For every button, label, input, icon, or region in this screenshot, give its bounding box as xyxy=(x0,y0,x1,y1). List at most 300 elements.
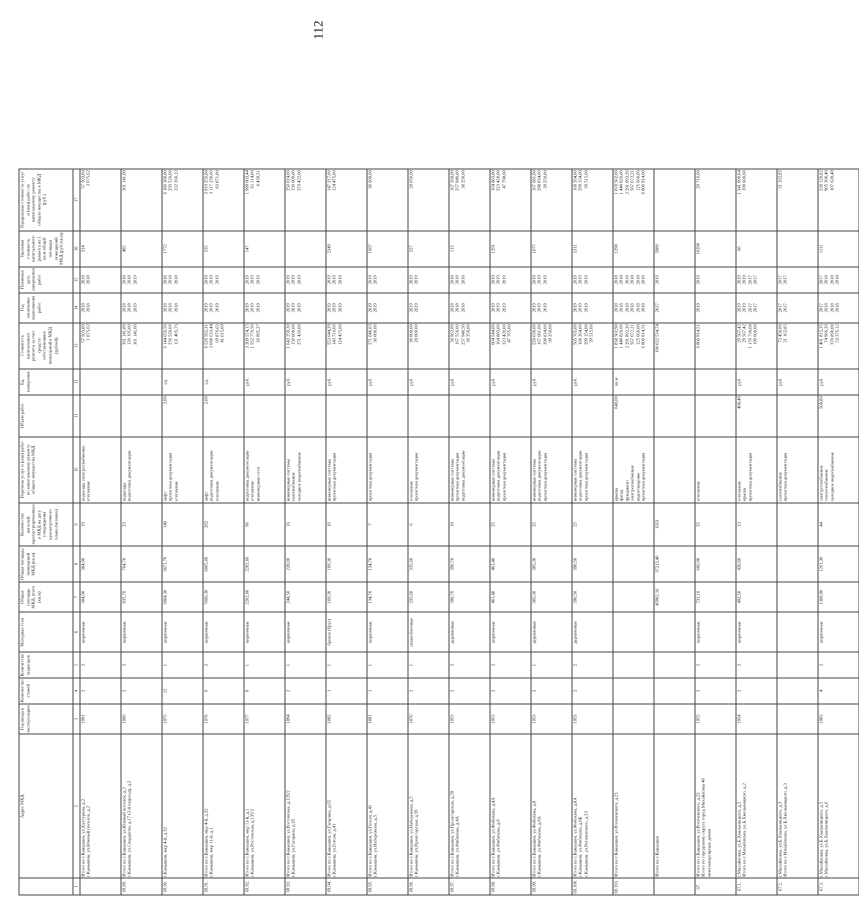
table-cell-w xyxy=(777,436,818,502)
table-cell-y: 1978 xyxy=(203,703,244,733)
table-cell-ud: 1772 xyxy=(162,230,203,266)
cell-line: Итого по г.Камышин, мкр 4-й, д.32 xyxy=(203,807,208,877)
cell-line: 2019 xyxy=(695,274,700,284)
cell-line: 2019 xyxy=(582,274,588,284)
table-cell-m: кирпичные xyxy=(80,612,121,652)
table-cell-u: руб. xyxy=(326,368,367,394)
table-cell-n: 69.100. xyxy=(572,878,613,895)
table-cell-j: 25 xyxy=(531,502,572,545)
cell-line: г.Камышин, ул.Фибихова, д.8 xyxy=(495,818,501,877)
table-cell-j: 25 xyxy=(695,502,736,545)
cell-line: 2019 xyxy=(331,302,337,312)
table-cell-p: 1 xyxy=(285,652,326,678)
table-cell-n: 69.93. xyxy=(285,878,326,895)
table-cell-v xyxy=(285,394,326,436)
cell-line: инженерные системы xyxy=(326,458,331,501)
table-cell-pl xyxy=(162,266,203,292)
cell-line: подготовка документации xyxy=(126,450,132,501)
cell-line: 2019 xyxy=(577,274,583,284)
table-cell-f: 12 xyxy=(162,677,203,703)
table-row xyxy=(121,168,162,894)
table-cell-f xyxy=(654,677,695,703)
table-cell-m: кирпичные xyxy=(818,612,859,652)
table-cell-j: 23 xyxy=(121,502,162,545)
table-cell-yr xyxy=(613,292,654,322)
table-cell-ud: 1111 xyxy=(818,230,859,266)
cell-line: 2019 xyxy=(131,302,137,312)
cell-line: 29 567,42 xyxy=(741,323,747,343)
table-cell-pl xyxy=(777,266,818,292)
cell-line: 2019 xyxy=(213,302,219,312)
cell-line: 2018 xyxy=(823,302,829,312)
table-row xyxy=(80,168,121,894)
table-cell-n: 67.1. xyxy=(736,878,777,895)
table-cell-w xyxy=(695,436,736,502)
cell-line: 905 300,40 xyxy=(823,169,829,191)
table-cell-w xyxy=(408,436,449,502)
cell-line: 250 520,00 xyxy=(167,169,173,191)
cell-line: 2019 xyxy=(500,274,506,284)
cell-line: 29 716,00 xyxy=(695,169,700,189)
table-cell-y: 1953 xyxy=(449,703,490,733)
cell-line: 30 600,00 xyxy=(367,169,372,189)
cell-line: 2019 xyxy=(336,302,342,312)
cell-line: 2018 xyxy=(80,302,85,312)
cell-line: проектная документация xyxy=(331,452,337,501)
table-cell-addr xyxy=(449,734,490,878)
cell-line: холодное водоснабжение xyxy=(295,451,301,501)
table-cell-ud: 1667 xyxy=(367,230,408,266)
table-cell-j xyxy=(613,502,654,545)
table-cell-v xyxy=(408,394,449,436)
table-cell-f: 2 xyxy=(695,677,736,703)
cell-line: 2017 xyxy=(777,302,782,312)
table-cell-m: кирпичные xyxy=(490,612,531,652)
col-header: Перечень услуг и (или) работ по капитальному ремонту общего имущества МКД xyxy=(19,436,73,502)
table-cell-sb: 764,70 xyxy=(121,546,162,582)
cell-line: 28 000,00 xyxy=(413,323,419,343)
cell-line: 150 000,00 xyxy=(290,169,296,191)
table-cell-ud: 68 xyxy=(736,230,777,266)
table-cell-sb: 169,30 xyxy=(326,546,367,582)
table-cell-yr xyxy=(572,292,613,322)
table-cell-cost xyxy=(408,322,449,368)
table-cell-pr xyxy=(695,168,736,230)
table-row xyxy=(326,168,367,894)
cell-line: 2018 xyxy=(121,274,126,284)
table-cell-n: 69.95. xyxy=(367,878,408,895)
col-header: Плановая дата завершения работ xyxy=(19,266,73,292)
cell-line: 2019 xyxy=(541,274,547,284)
cell-line: 257 940,50 xyxy=(459,323,465,345)
col-header: Количество жителей, зарегистрированных в МКД на дату утверждения краткосрочного плана (человек) xyxy=(19,502,73,545)
cell-line: 2017 xyxy=(777,274,782,284)
cell-line: 2018 xyxy=(834,302,840,312)
table-cell-cost xyxy=(326,322,367,368)
table-cell-m: кирпичные xyxy=(162,612,203,652)
table-cell-n: 69.92. xyxy=(244,878,285,895)
cell-line: 505 765,00 xyxy=(572,323,577,345)
table-cell-pr xyxy=(244,168,285,230)
table-cell-pr xyxy=(490,168,531,230)
cell-line: Итого по г.Камышин, ул.Фибихова, д.8А xyxy=(572,796,577,877)
cell-line: 2019 xyxy=(408,302,413,312)
table-cell-y: 1892 xyxy=(326,703,367,733)
cell-line: 2018 xyxy=(454,274,460,284)
cell-line: 6 526 582,31 xyxy=(203,323,208,348)
table-cell-pr xyxy=(80,168,121,230)
cell-line: 120 195,00 xyxy=(126,323,132,345)
cell-line: Итого по г.Камышин, ул.Набережная, д.5 xyxy=(408,795,413,877)
cell-line: 2019 xyxy=(654,274,659,284)
table-cell-j: 140 xyxy=(162,502,203,545)
cell-line: г.Камышин, ул.Гагарина, д.65 xyxy=(290,818,296,877)
cell-line: 6 144 656,56 xyxy=(162,323,167,348)
cell-line: 2019 xyxy=(736,274,741,284)
cell-line: 2017 xyxy=(818,302,823,312)
table-cell-v: 640,00 xyxy=(613,394,654,436)
table-cell-yr xyxy=(244,292,285,322)
cell-line: Итого по г.Камышин, ул.Пролетарская, д.59 xyxy=(449,790,454,877)
table-cell-y: 1953 xyxy=(531,703,572,733)
cell-line: 2018 xyxy=(449,274,454,284)
cell-line: 2019 xyxy=(495,274,501,284)
table-cell-f: 2 xyxy=(736,677,777,703)
col-header: Адрес МКД xyxy=(19,734,73,878)
table-cell-sb: 228,00 xyxy=(285,546,326,582)
cell-line: 20 895,27 xyxy=(254,323,260,343)
cell-line: 2019 xyxy=(741,302,747,312)
cell-line: 361 141,00 xyxy=(131,323,137,345)
table-row xyxy=(203,168,244,894)
table-cell-pl xyxy=(367,266,408,292)
cell-line: 2019 xyxy=(572,302,577,312)
cell-line: 168 264,00 xyxy=(572,169,577,191)
cell-line: 257 940,00 xyxy=(454,169,460,191)
cell-line: проектная документация xyxy=(367,452,372,501)
table-cell-y xyxy=(777,703,818,733)
table-cell-n: 67.3. xyxy=(818,878,859,895)
table-cell-p: 2 xyxy=(449,652,490,678)
cell-line: 2018 xyxy=(623,302,629,312)
table-cell-w xyxy=(490,436,531,502)
cell-line: 2019 xyxy=(372,302,378,312)
cell-line: 167 556,00 xyxy=(454,323,460,345)
column-number-row: 1 2 3 4 5 6 7 8 9 10 11 12 13 14 15 16 17 xyxy=(73,168,80,894)
table-cell-w xyxy=(449,436,490,502)
cell-line: г.Камышин, ул.Рогачевского, д.23 xyxy=(582,810,588,877)
table-cell-pl xyxy=(449,266,490,292)
table-cell-v xyxy=(80,394,121,436)
cell-line: проектная документация xyxy=(782,452,788,501)
table-cell-sb: 134,70 xyxy=(367,546,408,582)
cell-line: 299 154,00 xyxy=(577,169,583,191)
col-header: Общая площадь МКД, всего (кв.м) xyxy=(19,582,73,612)
cell-line: 2019 xyxy=(413,302,419,312)
table-cell-y: 1894 xyxy=(285,703,326,733)
table-cell-yr xyxy=(654,292,695,322)
cell-line: 168 264,00 xyxy=(577,323,583,345)
col-header: Количество подъездов xyxy=(19,652,73,678)
table-cell-cost xyxy=(203,322,244,368)
cell-line: крыша xyxy=(741,487,747,501)
cell-line: 2019 xyxy=(413,274,419,284)
cell-line: Итого по г.Камышин, мкр 11-й, д.1 xyxy=(244,808,249,877)
table-cell-v: 2,00 xyxy=(203,394,244,436)
cell-line: 2019 xyxy=(249,302,255,312)
cell-line: подготовка документации xyxy=(244,450,249,501)
table-cell-v: 488,40 xyxy=(736,394,777,436)
cell-line: 2019 xyxy=(213,274,219,284)
table-cell-ud: 2349 xyxy=(326,230,367,266)
cell-line: 2019 xyxy=(741,274,747,284)
table-cell-addr xyxy=(162,734,203,878)
cell-line: 2019 xyxy=(326,302,331,312)
cell-line: 2018 xyxy=(172,274,178,284)
cell-line: 2018 xyxy=(640,274,646,284)
cell-line: проектная документация xyxy=(541,452,547,501)
table-cell-ud: 1311 xyxy=(572,230,613,266)
table-cell-n: 69.101. xyxy=(613,878,654,895)
cell-line: 298 834,00 xyxy=(536,169,542,191)
table-cell-addr xyxy=(326,734,367,878)
cell-line: 361 141,00 xyxy=(121,323,126,345)
table-cell-pl xyxy=(695,266,736,292)
table-cell-sa: 1308,90 xyxy=(818,582,859,612)
cell-line: Итого по г.Камышин, ул.Рогачевского, д.23 xyxy=(695,791,700,877)
table-cell-m: кирпичные xyxy=(244,612,285,652)
table-cell-w xyxy=(326,436,367,502)
cell-line: 2018 xyxy=(634,274,640,284)
table-cell-pl xyxy=(121,266,162,292)
table-cell-sa: 390,70 xyxy=(449,582,490,612)
table-cell-v xyxy=(777,394,818,436)
table-cell-y: 1960 xyxy=(121,703,162,733)
table-cell-sb: 390,70 xyxy=(449,546,490,582)
table-cell-f: 9 xyxy=(244,677,285,703)
cell-line: г.Камышин, ул.Фибихова, д.8Б xyxy=(577,816,583,877)
cell-line: 2019 xyxy=(490,274,495,284)
table-cell-n: 69.96. xyxy=(408,878,449,895)
cell-line: 2019 xyxy=(254,302,260,312)
table-row xyxy=(695,168,736,894)
cell-line: 2019 xyxy=(208,302,214,312)
table-cell-j: 1563 xyxy=(654,502,695,545)
table-cell-y: 1977 xyxy=(244,703,285,733)
table-cell-p: 2 xyxy=(80,652,121,678)
cell-line: г.Михайловка, ул.Б.Хмельницкого, д.3 xyxy=(777,801,782,877)
cell-line: 1 999 603,44 xyxy=(244,169,249,194)
cell-line: 1 448 826,00 xyxy=(618,169,624,194)
cell-line: отопление xyxy=(213,480,219,501)
table-cell-u: руб. xyxy=(818,368,859,394)
table-cell-u: кв.м xyxy=(613,368,654,394)
cell-line: 2018 xyxy=(162,302,167,312)
table-cell-u: руб. xyxy=(408,368,449,394)
table-cell-cost xyxy=(285,322,326,368)
cell-line: 2018 xyxy=(618,302,624,312)
cell-line: г.Камышин, ул.Ростовская, д.135/2 xyxy=(249,808,255,877)
table-cell-pr xyxy=(531,168,572,230)
cell-line: 124 475,00 xyxy=(331,169,337,191)
cell-line: 132 260,13 xyxy=(172,169,178,191)
table-cell-j: 16 xyxy=(285,502,326,545)
table-cell-sa: 45982,10 xyxy=(654,582,695,612)
cell-line: 2018 xyxy=(459,302,465,312)
cell-line: 2019 xyxy=(372,274,378,284)
table-cell-n: 69.97. xyxy=(449,878,490,895)
table-cell-y: 1953 xyxy=(572,703,613,733)
table-cell-m: деревянные xyxy=(572,612,613,652)
table-cell-p: 1 xyxy=(162,652,203,678)
cell-line: 6 800 914,51 xyxy=(695,323,700,348)
cell-line: Итого по г.Михайловка, ул.Б.Хмельницкого, д.2 xyxy=(741,782,747,877)
cell-line: 47 798,00 xyxy=(500,169,506,189)
cell-line: 6 800 914,00 xyxy=(640,169,646,194)
table-cell-yr xyxy=(367,292,408,322)
table-cell-pr xyxy=(818,168,859,230)
table-cell-v xyxy=(121,394,162,436)
cell-line: г.Камышин, ул.Пролетарская, д.59 xyxy=(413,809,419,877)
cell-line: 271 426,00 xyxy=(295,323,301,345)
table-cell-pl xyxy=(490,266,531,292)
table-cell-w xyxy=(531,436,572,502)
table-cell-addr xyxy=(367,734,408,878)
table-cell-m xyxy=(613,612,654,652)
cell-line: г.Камышин, ул.Южный поселок, д.2 xyxy=(85,805,91,877)
cell-line: 74 966,20 xyxy=(823,323,829,343)
cell-line: г.Камышин, ул.Фибихова, д.4А xyxy=(454,815,460,877)
table-cell-f: 9 xyxy=(203,677,244,703)
cell-line: 147 317,00 xyxy=(326,169,331,191)
cell-line: теплоснабжение xyxy=(823,468,829,501)
table-cell-pl xyxy=(80,266,121,292)
cell-line: 271 040,03 xyxy=(367,323,372,345)
col-header: Материал стен xyxy=(19,612,73,652)
cell-line: 2018 xyxy=(634,302,640,312)
table-cell-n: 69.94. xyxy=(326,878,367,895)
table-cell-ud: 147 xyxy=(244,230,285,266)
cell-line: 190 032 534,74 xyxy=(654,323,659,353)
cell-line: 21 162,85 xyxy=(777,169,782,189)
table-cell-cost xyxy=(121,322,162,368)
cell-line: г.Камышин, ул.Набережная, д.5 xyxy=(372,814,378,877)
table-cell-f: 1 xyxy=(367,677,408,703)
table-cell-pr xyxy=(367,168,408,230)
cell-line: 1 401 815,35 xyxy=(818,323,823,348)
cell-line: проектная документация xyxy=(454,452,460,501)
cell-line: отопление xyxy=(172,480,178,501)
cell-line: 2019 xyxy=(244,274,249,284)
table-cell-sa xyxy=(613,582,654,612)
cell-line: 298 834,00 xyxy=(541,323,547,345)
cell-line: отопление xyxy=(408,480,413,501)
cell-line: 1 643 259,20 xyxy=(285,323,290,348)
table-cell-addr xyxy=(695,734,736,878)
cell-line: отопление xyxy=(695,480,700,501)
cell-line: газоснабжение xyxy=(290,471,296,501)
cell-line: 143 716,00 xyxy=(331,323,337,345)
table-body xyxy=(80,168,859,894)
table-row xyxy=(572,168,613,894)
table-cell-sa: 493,50 xyxy=(736,582,777,612)
table-cell-w xyxy=(736,436,777,502)
cell-line: 61 114,00 xyxy=(249,169,255,188)
cell-line: 1 858 502,90 xyxy=(613,323,618,348)
table-cell-sb: 2202,60 xyxy=(244,546,285,582)
table-cell-addr xyxy=(818,734,859,878)
cell-line: г.Камышин, ул.Гоголя, д.41 xyxy=(331,823,337,877)
cell-line: 2017 xyxy=(782,274,788,284)
table-cell-m: деревянные xyxy=(449,612,490,652)
table-row xyxy=(818,168,859,894)
table-cell-p: 2 xyxy=(121,652,162,678)
cell-line: газоснабжение xyxy=(777,471,782,501)
cell-line: проектная документация xyxy=(582,452,588,501)
cell-line: 2018 xyxy=(459,274,465,284)
table-cell-pr xyxy=(736,168,777,230)
cell-line: Итого по г.Михайловка, ул.Б.Хмельницкого, д.3 xyxy=(782,782,788,877)
cell-line: 2019 xyxy=(331,274,337,284)
cell-line: 2018 xyxy=(126,274,132,284)
table-cell-sa: 733,10 xyxy=(695,582,736,612)
cell-line: 6 439,51 xyxy=(254,169,260,186)
cell-line: 2019 xyxy=(203,302,208,312)
cell-line: 279 422,00 xyxy=(295,169,301,191)
table-cell-yr xyxy=(531,292,572,322)
table-cell-addr xyxy=(613,734,654,878)
table-cell-n xyxy=(654,878,695,895)
table-cell-j: 25 xyxy=(572,502,613,545)
table-cell-p: 1 xyxy=(408,652,449,678)
cell-line: 567 072,21 xyxy=(629,169,635,191)
table-cell-u: руб. xyxy=(736,368,777,394)
table-cell-addr xyxy=(777,734,818,878)
cell-line: фасад xyxy=(618,489,624,501)
cell-line: 199 600,00 xyxy=(741,169,747,191)
table-cell-n: 69.98. xyxy=(490,878,531,895)
cell-line: 2019 xyxy=(285,302,290,312)
cell-line: Итого по г.Камышин, ул.Рогачевского, д.23 xyxy=(613,791,618,877)
cell-line: 323 420,00 xyxy=(495,169,501,191)
table-cell-pl xyxy=(531,266,572,292)
cell-line: проектная документация xyxy=(413,452,419,501)
cell-line: г.Камышин, мкр 4-й, д.32 xyxy=(162,826,167,877)
col-header: Количество этажей xyxy=(19,677,73,703)
table-cell-n: 69.89. xyxy=(121,878,162,895)
table-cell-u: руб. xyxy=(285,368,326,394)
table-cell-sb: 390,50 xyxy=(572,546,613,582)
table-cell-sb xyxy=(613,546,654,582)
table-cell-sa: 401,40 xyxy=(490,582,531,612)
table-cell-cost xyxy=(367,322,408,368)
cell-line: 2018 xyxy=(828,274,834,284)
table-cell-w xyxy=(818,436,859,502)
table-cell-ud: 1298 xyxy=(613,230,654,266)
cell-line: 30 250,00 xyxy=(465,323,471,343)
col-header: Год ввода в эксплуатацию xyxy=(19,703,73,733)
table-cell-ud: 113 xyxy=(449,230,490,266)
cell-line: 124 475,00 xyxy=(336,323,342,345)
cell-line: 529 030,00 xyxy=(531,323,536,345)
cell-line: холодное водоснабжение xyxy=(828,451,834,501)
cell-line: 2018 xyxy=(629,274,635,284)
cell-line: 2019 xyxy=(572,274,577,284)
cell-line: 39 250,00 xyxy=(541,169,547,189)
table-cell-p: 2 xyxy=(695,652,736,678)
cell-line: 2018 xyxy=(80,274,85,284)
cell-line: проектная документация xyxy=(746,452,752,501)
